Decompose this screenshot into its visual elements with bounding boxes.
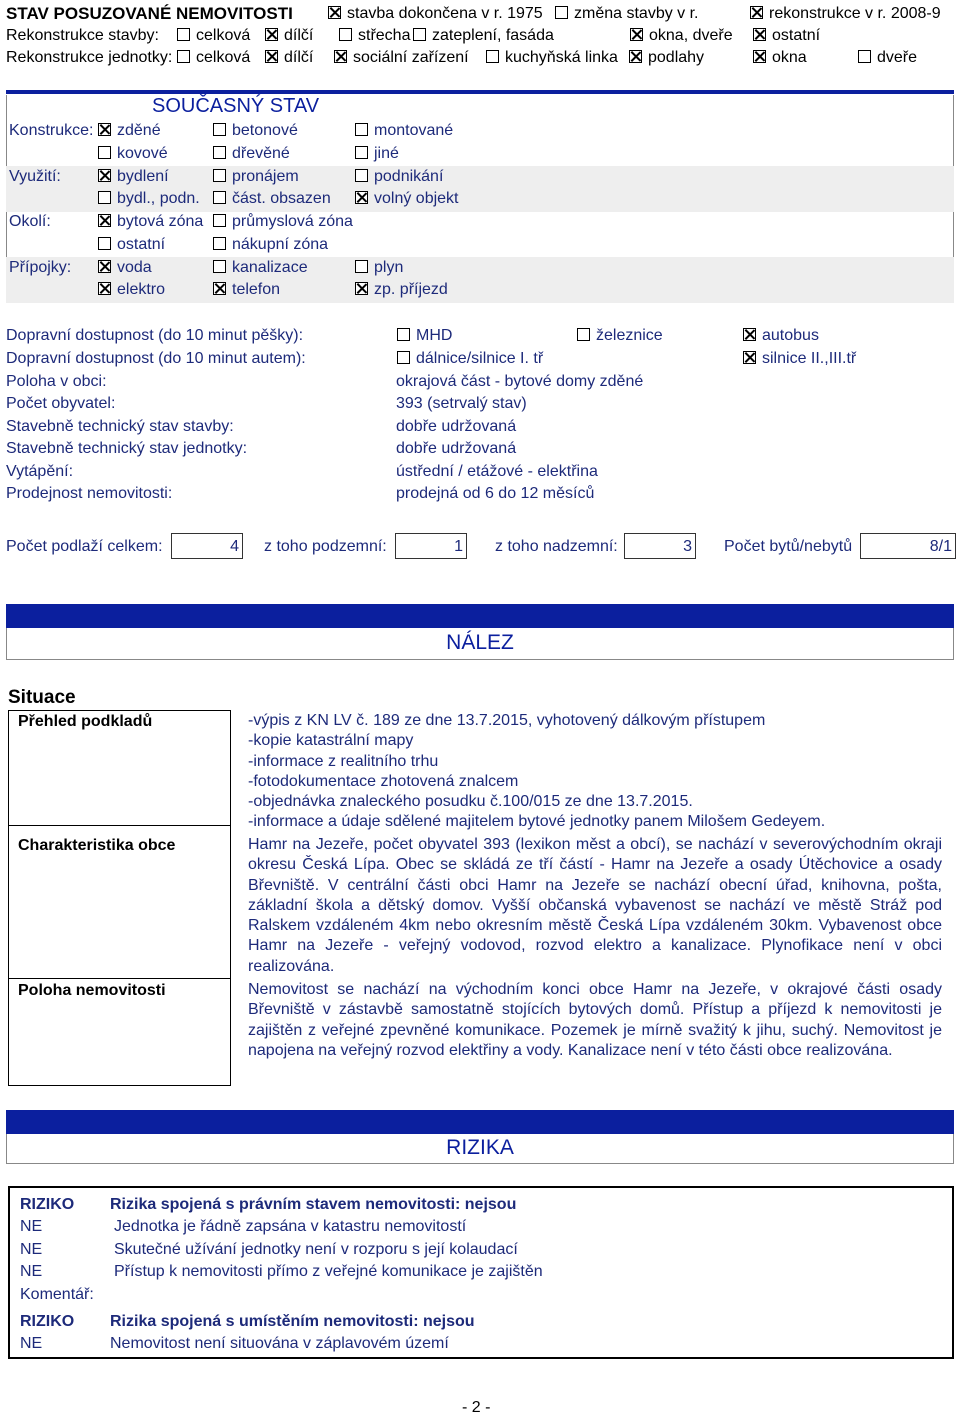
info-value: okrajová část - bytové domy zděné <box>396 373 644 390</box>
konstrukce-item-3: kovové <box>98 144 168 164</box>
doprava-autem-label: Dopravní dostupnost (do 10 minut autem): <box>6 350 306 367</box>
okoli-item-2: ostatní <box>98 235 165 255</box>
checkbox-checked-icon <box>630 28 643 41</box>
checkbox-checked-icon <box>213 282 226 295</box>
checkbox-icon <box>177 28 190 41</box>
pripojky-item-5: zp. příjezd <box>355 280 448 300</box>
checkbox-checked-icon <box>355 191 368 204</box>
info-label: Počet obyvatel: <box>6 395 116 412</box>
rizika-bottom-rule <box>8 1357 954 1359</box>
prehled-line: -objednávka znaleckého posudku č.100/015 ze dne 13.7.2015. <box>248 793 693 811</box>
podlazi-podzemni-value: 1 <box>395 533 467 559</box>
poloha-text: Nemovitost se nachází na východním konci obce Hamr na Jezeře, v okrajové části osady Břevniště v zástavbě samostatně stojících bytových domů. Přístup a příjezd k nemovitosti je zajištěn z veřejné zpevněné komunikace. Pozemek je mírně svažitý k jihu, suchý. Nemovitost je napojena na veřejný rozvod elektřiny a vody. Kanalizace není v této části obce realizována. <box>248 981 942 1059</box>
poloha-label: Poloha nemovitosti <box>18 982 166 999</box>
vyuziti-item-0: bydlení <box>98 167 169 187</box>
info-value: prodejná od 6 do 12 měsíců <box>396 485 595 502</box>
checkbox-icon <box>486 50 499 63</box>
rizika-text: Rizika spojená s právním stavem nemovitosti: nejsou <box>110 1196 517 1213</box>
prehled-line: -informace a údaje sdělené majitelem bytové jednotky panem Milošem Gedeyem. <box>248 813 826 831</box>
page-number: - 2 - <box>462 1399 491 1416</box>
charakteristika-text: Hamr na Jezeře, počet obyvatel 393 (lexikon měst a obcí), se nachází v severovýchodním okraji okresu Česká Lípa. Obec se skládá ze tří částí - Hamr na Jezeře a osady Útěchovice a osady Břevniště. V centrální části obci Hamr na Jezeře se nachází obecní úřad, knihovna, pošta, základní škola a dětský domov. Vyšší občanská vybavenost se nachází ve městě Stráž pod Ralskem vzdáleném 4km nebo okresním městě Česká Lípa vzdáleném 30km. Vybavenost obce Hamr na Jezeře - veřejný vodovod, rozvod elektro a kanalizace. Plynofikace není v obci realizována. <box>248 836 942 975</box>
checkbox-icon <box>213 123 226 136</box>
info-value: 393 (setrvalý stav) <box>396 395 527 412</box>
rj-item-6: dveře <box>858 48 917 68</box>
okoli-item-1: průmyslová zóna <box>213 212 353 232</box>
checkbox-icon <box>98 191 111 204</box>
info-label: Poloha v obci: <box>6 373 107 390</box>
checkbox-icon <box>355 123 368 136</box>
pesky-item-0: MHD <box>397 326 452 346</box>
checkbox-icon <box>355 146 368 159</box>
konstrukce-item-5: jiné <box>355 144 399 164</box>
rj-item-0: celková <box>177 48 250 68</box>
checkbox-checked-icon <box>743 328 756 341</box>
status-title: STAV POSUZOVANÉ NEMOVITOSTI <box>6 4 293 23</box>
rizika-code: NE <box>20 1218 43 1235</box>
checkbox-icon <box>339 28 352 41</box>
checkbox-checked-icon <box>753 50 766 63</box>
rizika-top-rule <box>8 1186 954 1188</box>
prehled-line: -informace z realitního trhu <box>248 752 439 770</box>
checkbox-icon <box>397 328 410 341</box>
checkbox-checked-icon <box>629 50 642 63</box>
prehled-label: Přehled podkladů <box>18 713 153 730</box>
soucasny-title: SOUČASNÝ STAV <box>152 95 320 117</box>
doprava-pesky-label: Dopravní dostupnost (do 10 minut pěšky): <box>6 327 304 344</box>
vyuziti-item-1: pronájem <box>213 167 299 187</box>
rekonstrukce-jednotky-label: Rekonstrukce jednotky: <box>6 49 173 66</box>
rj-item-5: okna <box>753 48 807 68</box>
checkbox-checked-icon <box>355 282 368 295</box>
rj-item-3: kuchyňská linka <box>486 48 618 68</box>
status-item-2: rekonstrukce v r. 2008-9 <box>750 4 941 24</box>
checkbox-checked-icon <box>753 28 766 41</box>
info-value: dobře udržovaná <box>396 440 517 457</box>
rs-item-1: dílčí <box>265 26 313 46</box>
checkbox-checked-icon <box>98 169 111 182</box>
checkbox-checked-icon <box>265 28 278 41</box>
checkbox-checked-icon <box>98 260 111 273</box>
info-label: Vytápění: <box>6 463 74 480</box>
nalez-band <box>6 604 954 628</box>
rizika-text: Rizika spojená s umístěním nemovitosti: nejsou <box>110 1313 475 1330</box>
checkbox-checked-icon <box>328 6 341 19</box>
checkbox-icon <box>355 260 368 273</box>
charakteristika-label: Charakteristika obce <box>18 837 176 854</box>
checkbox-checked-icon <box>98 214 111 227</box>
rs-item-4: okna, dveře <box>630 26 733 46</box>
okoli-item-3: nákupní zóna <box>213 235 328 255</box>
vyuziti-item-5: volný objekt <box>355 189 459 209</box>
pesky-item-1: železnice <box>577 326 663 346</box>
byty-label: Počet bytů/nebytů <box>724 538 853 555</box>
situace-heading: Situace <box>8 687 76 708</box>
rizika-komentar-label: Komentář: <box>20 1286 94 1303</box>
podlazi-podzemni-label: z toho podzemní: <box>264 538 387 555</box>
rs-item-0: celková <box>177 26 250 46</box>
pesky-item-2: autobus <box>743 326 819 346</box>
checkbox-icon <box>397 351 410 364</box>
checkbox-icon <box>577 328 590 341</box>
rizika-text: Jednotka je řádně zapsána v katastru nemovitostí <box>114 1218 467 1235</box>
info-label: Prodejnost nemovitosti: <box>6 485 173 502</box>
info-value: ústřední / etážové - elektřina <box>396 463 598 480</box>
podlazi-celkem-value: 4 <box>171 533 243 559</box>
autem-item-0: dálnice/silnice I. tř <box>397 349 543 369</box>
rizika-text: Nemovitost není situována v záplavovém území <box>110 1335 449 1352</box>
rizika-code: RIZIKO <box>20 1196 75 1213</box>
status-item-1: změna stavby v r. <box>555 4 699 24</box>
vyuziti-item-4: část. obsazen <box>213 189 331 209</box>
prehled-list <box>248 711 942 833</box>
konstrukce-label: Konstrukce: <box>9 122 94 139</box>
rizika-code: NE <box>20 1335 43 1352</box>
checkbox-icon <box>213 169 226 182</box>
pripojky-item-4: telefon <box>213 280 280 300</box>
pripojky-item-3: elektro <box>98 280 165 300</box>
checkbox-icon <box>213 146 226 159</box>
status-item-0: stavba dokončena v r. 1975 <box>328 4 543 24</box>
podlazi-nadzemni-label: z toho nadzemní: <box>495 538 618 555</box>
vyuziti-item-2: podnikání <box>355 167 443 187</box>
checkbox-checked-icon <box>334 50 347 63</box>
rs-item-3: zateplení, fasáda <box>413 26 554 46</box>
rizika-text: Přístup k nemovitosti přímo z veřejné komunikace je zajištěn <box>114 1263 543 1280</box>
pripojky-item-0: voda <box>98 258 152 278</box>
rizika-left-rule <box>8 1186 10 1358</box>
rs-item-2: střecha <box>339 26 410 46</box>
checkbox-checked-icon <box>98 123 111 136</box>
checkbox-icon <box>213 260 226 273</box>
checkbox-icon <box>555 6 568 19</box>
rizika-code: NE <box>20 1263 43 1280</box>
podlazi-nadzemni-value: 3 <box>624 533 696 559</box>
checkbox-icon <box>213 237 226 250</box>
rj-item-2: sociální zařízení <box>334 48 469 68</box>
pripojky-item-1: kanalizace <box>213 258 308 278</box>
checkbox-checked-icon <box>750 6 763 19</box>
rj-item-1: dílčí <box>265 48 313 68</box>
info-value: dobře udržovaná <box>396 418 517 435</box>
checkbox-icon <box>213 214 226 227</box>
pripojky-item-2: plyn <box>355 258 403 278</box>
checkbox-icon <box>98 237 111 250</box>
checkbox-checked-icon <box>265 50 278 63</box>
konstrukce-item-0: zděné <box>98 121 161 141</box>
okoli-label: Okolí: <box>9 213 51 230</box>
konstrukce-item-4: dřevěné <box>213 144 290 164</box>
byty-value: 8/1 <box>860 533 956 559</box>
rizika-code: NE <box>20 1241 43 1258</box>
prehled-line: -výpis z KN LV č. 189 ze dne 13.7.2015, vyhotovený dálkovým přístupem <box>248 712 766 729</box>
info-label: Stavebně technický stav jednotky: <box>6 440 248 457</box>
checkbox-icon <box>413 28 426 41</box>
checkbox-icon <box>213 191 226 204</box>
soucasny-rule <box>6 90 954 94</box>
rj-item-4: podlahy <box>629 48 704 68</box>
vyuziti-item-3: bydl., podn. <box>98 189 200 209</box>
rekonstrukce-stavby-label: Rekonstrukce stavby: <box>6 27 159 44</box>
konstrukce-item-2: montované <box>355 121 453 141</box>
checkbox-icon <box>858 50 871 63</box>
checkbox-icon <box>177 50 190 63</box>
rizika-right-rule <box>952 1186 954 1358</box>
konstrukce-item-1: betonové <box>213 121 298 141</box>
checkbox-checked-icon <box>98 282 111 295</box>
checkbox-icon <box>355 169 368 182</box>
rizika-band <box>6 1110 954 1134</box>
checkbox-icon <box>98 146 111 159</box>
rizika-code: RIZIKO <box>20 1313 75 1330</box>
rizika-text: Skutečné užívání jednotky není v rozporu s její kolaudací <box>114 1241 518 1258</box>
rs-item-5: ostatní <box>753 26 820 46</box>
prehled-line: -fotodokumentace zhotovená znalcem <box>248 772 519 790</box>
vyuziti-label: Využití: <box>9 168 61 185</box>
info-label: Stavebně technický stav stavby: <box>6 418 234 435</box>
rizika-title: RIZIKA <box>446 1136 514 1159</box>
podlazi-celkem-label: Počet podlaží celkem: <box>6 538 163 555</box>
autem-item-1: silnice II.,III.tř <box>743 349 856 369</box>
checkbox-checked-icon <box>743 351 756 364</box>
okoli-item-0: bytová zóna <box>98 212 203 232</box>
nalez-title: NÁLEZ <box>446 631 514 654</box>
pripojky-label: Přípojky: <box>9 259 72 276</box>
prehled-line: -kopie katastrální mapy <box>248 732 414 750</box>
